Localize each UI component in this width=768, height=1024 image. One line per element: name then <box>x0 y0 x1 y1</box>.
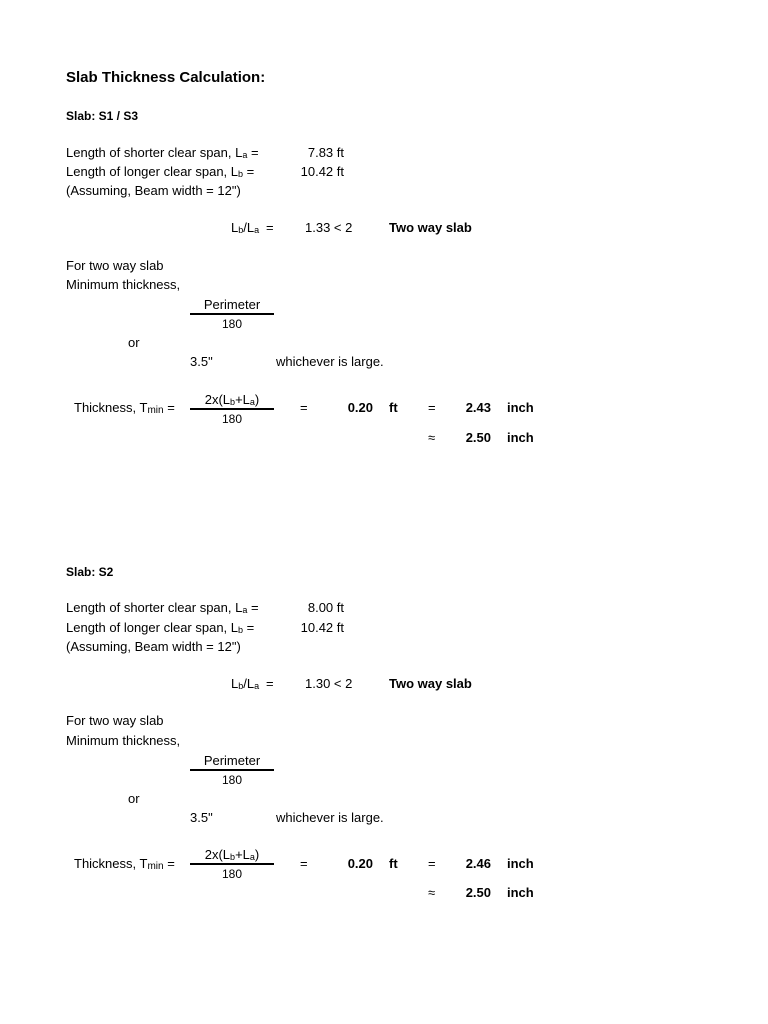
whichever-note: whichever is large. <box>276 810 384 825</box>
span-ratio-equals: = <box>266 220 274 235</box>
final-thickness-unit: inch <box>507 430 534 445</box>
fraction-bar <box>190 408 274 410</box>
equals-sign: = <box>428 856 436 871</box>
short-span-label: Length of shorter clear span, La = <box>66 600 259 615</box>
long-span-label: Length of longer clear span, Lb = <box>66 164 255 179</box>
slab-label: Slab: S1 / S3 <box>66 109 139 123</box>
slab-type-result: Two way slab <box>389 220 472 235</box>
fraction-bar <box>190 769 274 771</box>
perimeter-denominator: 180 <box>221 773 243 787</box>
assumption-note: (Assuming, Beam width = 12") <box>66 639 241 654</box>
equals-sign: = <box>428 400 436 415</box>
thickness-ft-unit: ft <box>389 400 398 415</box>
span-ratio-label: Lb/La <box>231 676 260 691</box>
thickness-inch-unit: inch <box>507 856 534 871</box>
long-span-value: 10.42 ft <box>300 164 344 179</box>
long-span-value: 10.42 ft <box>300 620 344 635</box>
approx-sign: ≈ <box>428 885 436 900</box>
two-way-heading: For two way slab <box>66 258 164 273</box>
whichever-note: whichever is large. <box>276 354 384 369</box>
thickness-denominator: 180 <box>221 867 243 881</box>
span-ratio-value: 1.33 < 2 <box>305 220 353 235</box>
short-span-label: Length of shorter clear span, La = <box>66 145 259 160</box>
fraction-bar <box>190 313 274 315</box>
thickness-denominator: 180 <box>221 412 243 426</box>
alt-min-value: 3.5" <box>190 810 213 825</box>
perimeter-numerator: Perimeter <box>203 297 261 312</box>
or-text: or <box>128 791 140 806</box>
equals-sign: = <box>300 400 308 415</box>
page-title: Slab Thickness Calculation: <box>66 69 266 86</box>
thickness-label: Thickness, Tmin = <box>74 856 175 872</box>
span-ratio-value: 1.30 < 2 <box>305 676 353 691</box>
assumption-note: (Assuming, Beam width = 12") <box>66 183 241 198</box>
thickness-label: Thickness, Tmin = <box>74 400 175 416</box>
thickness-ft-value: 0.20 <box>347 400 373 415</box>
thickness-inch-value: 2.46 <box>465 856 491 871</box>
min-thickness-label: Minimum thickness, <box>66 277 181 292</box>
final-thickness-value: 2.50 <box>465 430 491 445</box>
thickness-numerator: 2x(Lb+La) <box>204 847 260 862</box>
thickness-inch-value: 2.43 <box>465 400 491 415</box>
slab-type-result: Two way slab <box>389 676 472 691</box>
perimeter-numerator: Perimeter <box>203 753 261 768</box>
slab-label: Slab: S2 <box>66 565 114 579</box>
thickness-inch-unit: inch <box>507 400 534 415</box>
alt-min-value: 3.5" <box>190 354 213 369</box>
perimeter-denominator: 180 <box>221 317 243 331</box>
span-ratio-equals: = <box>266 676 274 691</box>
long-span-label: Length of longer clear span, Lb = <box>66 620 255 635</box>
short-span-value: 8.00 ft <box>307 600 344 615</box>
fraction-bar <box>190 863 274 865</box>
short-span-value: 7.83 ft <box>307 145 344 160</box>
final-thickness-value: 2.50 <box>465 885 491 900</box>
two-way-heading: For two way slab <box>66 713 164 728</box>
min-thickness-label: Minimum thickness, <box>66 733 181 748</box>
thickness-ft-unit: ft <box>389 856 398 871</box>
approx-sign: ≈ <box>428 430 436 445</box>
thickness-numerator: 2x(Lb+La) <box>204 392 260 407</box>
equals-sign: = <box>300 856 308 871</box>
thickness-ft-value: 0.20 <box>347 856 373 871</box>
span-ratio-label: Lb/La <box>231 220 260 235</box>
or-text: or <box>128 335 140 350</box>
final-thickness-unit: inch <box>507 885 534 900</box>
